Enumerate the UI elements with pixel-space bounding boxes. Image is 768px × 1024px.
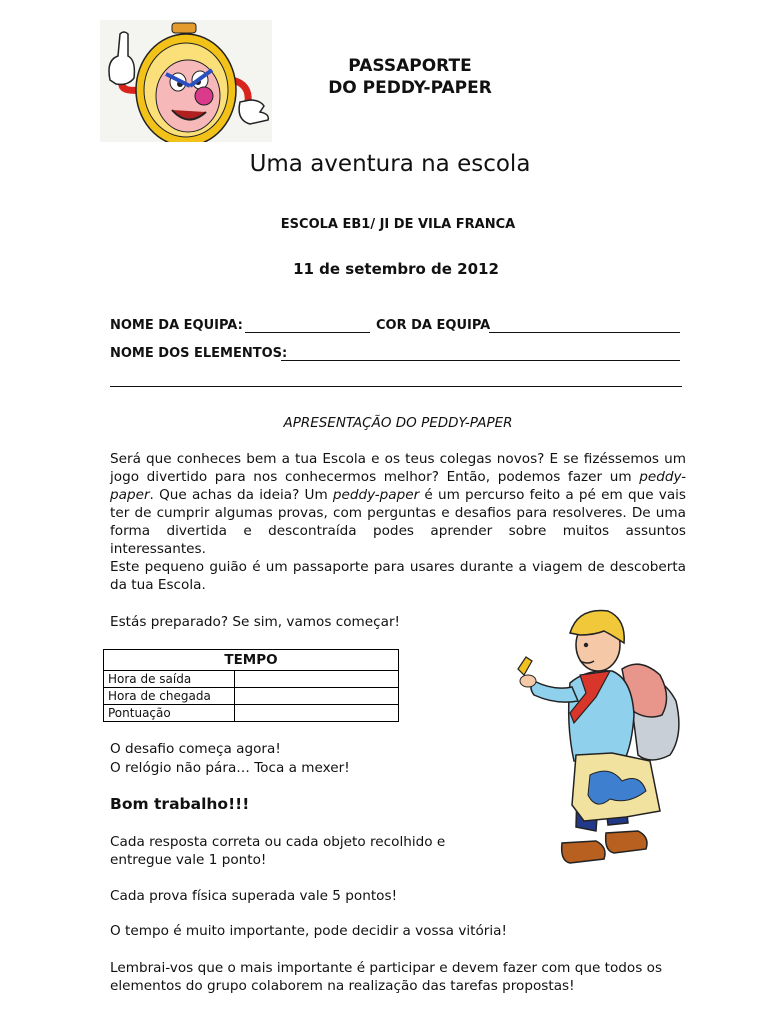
members-label: NOME DOS ELEMENTOS: (110, 346, 288, 361)
members-field-continued[interactable] (110, 372, 682, 387)
title-line-2: DO PEDDY-PAPER (328, 78, 492, 98)
team-name-label: NOME DA EQUIPA: (110, 318, 243, 333)
intro-text-c: é um percurso feito a pé em que vais ter de cumprir algumas provas, com perguntas e desafios para resolveres. De uma forma divertida e descontraída podes aprender sobre muitos assuntos interessantes. (110, 487, 687, 557)
row-label-departure: Hora de saída (104, 671, 235, 688)
challenge-line-2: O relógio não pára… Toca a mexer! (110, 760, 350, 776)
challenge-line-1: O desafio começa agora! (110, 741, 281, 757)
intro-text-b: . Que achas da ideia? Um (149, 487, 333, 503)
guide-paragraph: Este pequeno guião é um passaporte para usares durante a viagem de descoberta da tua Escola. (110, 559, 686, 593)
team-color-label: COR DA EQUIPA (376, 318, 491, 333)
tempo-table-header: TEMPO (104, 650, 399, 671)
team-name-field[interactable] (245, 316, 370, 333)
intro-term-1: peddy-paper (110, 469, 686, 503)
cartoon-clock-icon (100, 20, 272, 142)
section-heading: APRESENTAÇÃO DO PEDDY-PAPER (283, 415, 513, 431)
intro-paragraph (110, 450, 686, 558)
arrival-time-cell[interactable] (235, 688, 399, 705)
members-field[interactable] (281, 344, 680, 361)
boy-explorer-illustration (500, 605, 690, 877)
intro-text-a: Será que conheces bem a tua Escola e os teus colegas novos? E se fizéssemos um jogo divertido para nos conhecermos melhor? Então, podemos fazer um (110, 451, 686, 485)
event-date: 11 de setembro de 2012 (293, 260, 499, 278)
ready-line: Estás preparado? Se sim, vamos começar! (110, 614, 401, 630)
table-row (104, 705, 399, 722)
table-row (104, 671, 399, 688)
table-row (104, 688, 399, 705)
rule-3: O tempo é muito importante, pode decidir a vossa vitória! (110, 923, 507, 939)
rule-1: Cada resposta correta ou cada objeto recolhido e entregue vale 1 ponto! (110, 834, 446, 868)
main-title: Uma aventura na escola (249, 151, 531, 177)
title-line-1: PASSAPORTE (348, 56, 472, 76)
row-label-score: Pontuação (104, 705, 235, 722)
rule-2: Cada prova física superada vale 5 pontos! (110, 888, 398, 904)
document-title (290, 55, 530, 99)
good-work-heading: Bom trabalho!!! (110, 795, 250, 813)
team-color-field[interactable] (489, 316, 680, 333)
school-name: ESCOLA EB1/ JI DE VILA FRANCA (280, 217, 516, 232)
intro-term-2: peddy-paper (332, 487, 420, 503)
row-label-arrival: Hora de chegada (104, 688, 235, 705)
departure-time-cell[interactable] (235, 671, 399, 688)
tempo-table (103, 649, 399, 722)
score-cell[interactable] (235, 705, 399, 722)
tempo-table-header-row (104, 650, 399, 671)
rule-4: Lembrai-vos que o mais importante é participar e devem fazer com que todos os elementos do grupo colaborem na realização das tarefas propostas! (110, 960, 663, 994)
